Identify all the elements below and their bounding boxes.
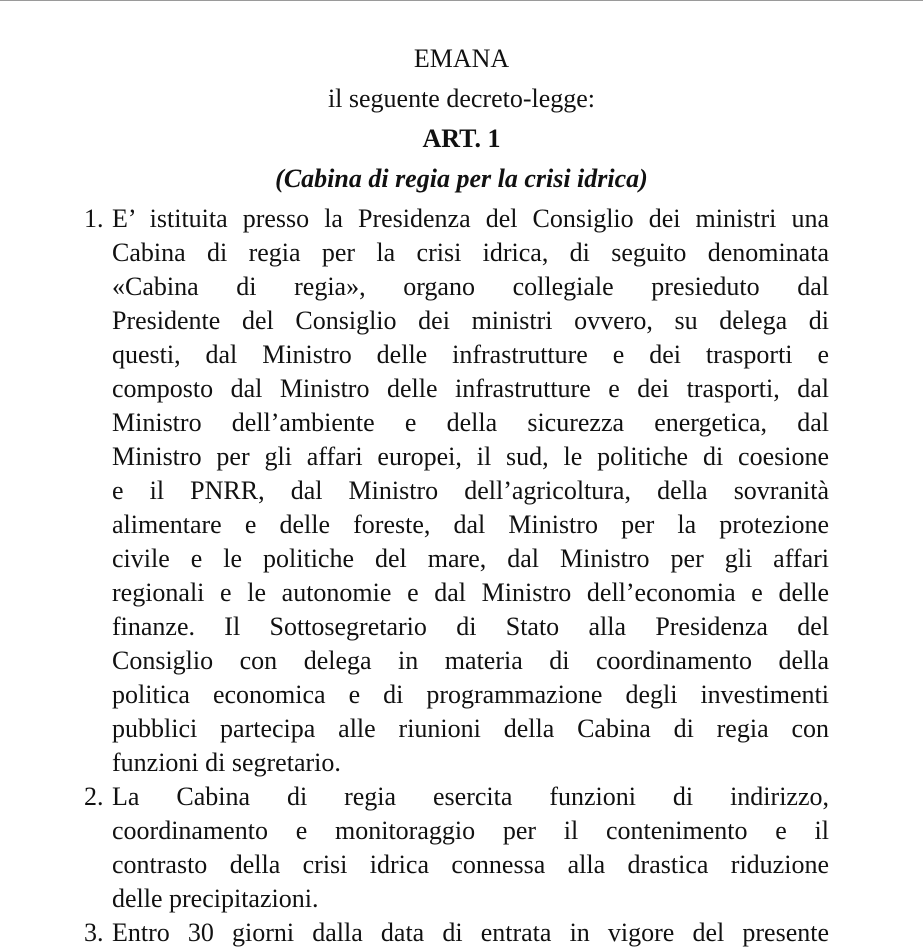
paragraph-line: composto dal Ministro delle infrastrutture e dei trasporti, dal <box>112 374 829 403</box>
paragraph-line: contrasto della crisi idrica connessa alla drastica riduzione <box>112 850 829 879</box>
paragraph-line: pubblici partecipa alle riunioni della Cabina di regia con <box>112 714 829 743</box>
decree-intro: il seguente decreto-legge: <box>327 84 596 113</box>
paragraph-line: questi, dal Ministro delle infrastrutture e dei trasporti e <box>112 340 829 369</box>
emana-heading: EMANA <box>413 44 510 73</box>
paragraph-line: La Cabina di regia esercita funzioni di indirizzo, <box>112 782 829 811</box>
paragraph-line: coordinamento e monitoraggio per il contenimento e il <box>112 816 829 845</box>
paragraph-number: 2. <box>84 782 104 811</box>
paragraph-number: 1. <box>84 204 104 233</box>
article-heading: ART. 1 <box>422 124 501 153</box>
paragraph-line: «Cabina di regia», organo collegiale presieduto dal <box>112 272 829 301</box>
paragraph-line: delle precipitazioni. <box>112 884 319 913</box>
paragraph-line: Consiglio con delega in materia di coordinamento della <box>112 646 829 675</box>
paragraph-line: e il PNRR, dal Ministro dell’agricoltura, della sovranità <box>112 476 829 505</box>
paragraph-line: Entro 30 giorni dalla data di entrata in vigore del presente <box>112 918 829 947</box>
paragraph-line: Presidente del Consiglio dei ministri ovvero, su delega di <box>112 306 829 335</box>
paragraph-number: 3. <box>84 918 104 947</box>
top-border <box>0 0 923 1</box>
paragraph-line: funzioni di segretario. <box>112 748 341 777</box>
paragraph-line: E’ istituita presso la Presidenza del Consiglio dei ministri una <box>112 204 829 233</box>
paragraph-line: Ministro dell’ambiente e della sicurezza energetica, dal <box>112 408 829 437</box>
paragraph-line: Cabina di regia per la crisi idrica, di seguito denominata <box>112 238 829 267</box>
paragraph-line: civile e le politiche del mare, dal Ministro per gli affari <box>112 544 829 573</box>
article-title: (Cabina di regia per la crisi idrica) <box>275 164 648 193</box>
paragraph-line: regionali e le autonomie e dal Ministro dell’economia e delle <box>112 578 829 607</box>
paragraph-line: Ministro per gli affari europei, il sud, le politiche di coesione <box>112 442 829 471</box>
paragraph-line: politica economica e di programmazione degli investimenti <box>112 680 829 709</box>
paragraph-line: finanze. Il Sottosegretario di Stato alla Presidenza del <box>112 612 829 641</box>
paragraph-line: alimentare e delle foreste, dal Ministro per la protezione <box>112 510 829 539</box>
